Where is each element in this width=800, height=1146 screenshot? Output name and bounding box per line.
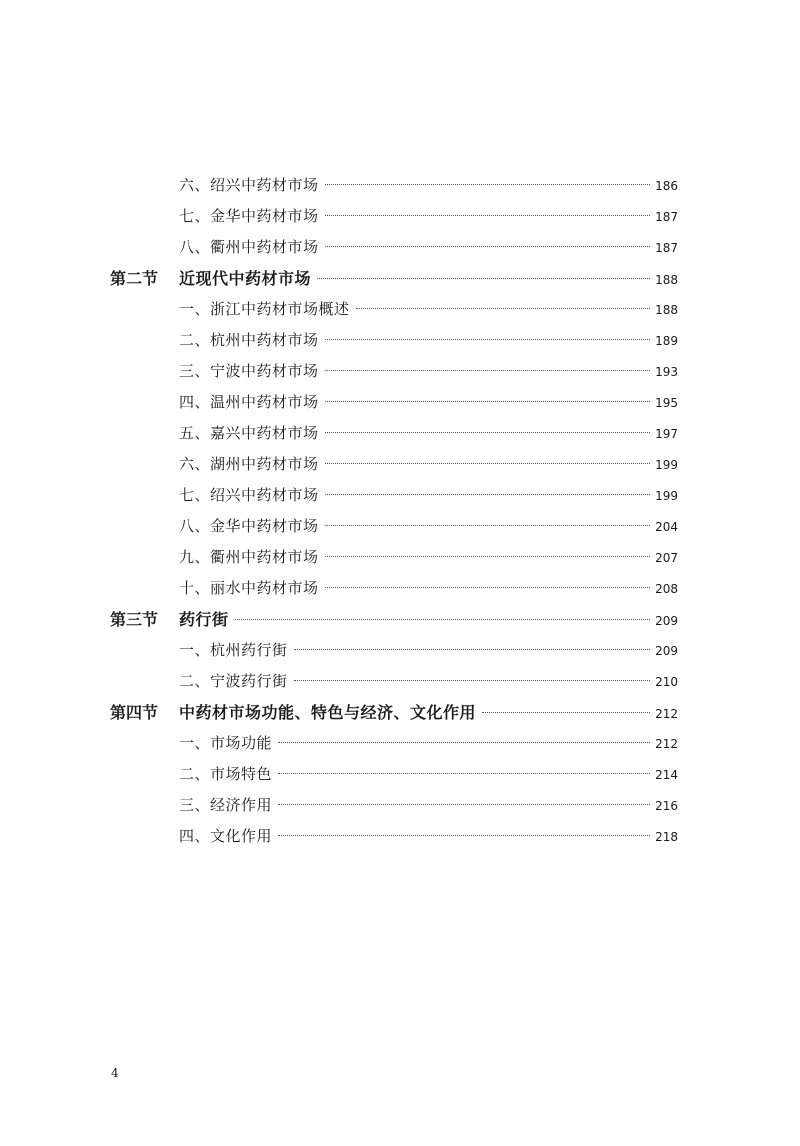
- entry-page-number: 199: [655, 458, 678, 472]
- entry-title: 二、市场特色: [179, 765, 273, 783]
- entry-title: 一、杭州药行街: [179, 641, 288, 659]
- entry-title: 八、金华中药材市场: [179, 517, 319, 535]
- dot-leader: [325, 215, 650, 216]
- dot-leader: [235, 619, 650, 620]
- entry-page-number: 187: [655, 210, 678, 224]
- toc-section-entry[interactable]: [110, 263, 678, 294]
- entry-page-number: 204: [655, 520, 678, 534]
- toc-entry[interactable]: [110, 573, 678, 604]
- entry-title: 一、市场功能: [179, 734, 273, 752]
- dot-leader: [325, 246, 650, 247]
- entry-title: 药行街: [179, 610, 229, 629]
- dot-leader: [356, 308, 650, 309]
- entry-title: 二、杭州中药材市场: [179, 331, 319, 349]
- dot-leader: [317, 278, 650, 279]
- section-number: 第三节: [110, 610, 159, 629]
- entry-page-number: 214: [655, 768, 678, 782]
- dot-leader: [294, 649, 650, 650]
- dot-leader: [325, 432, 650, 433]
- entry-page-number: 212: [655, 737, 678, 751]
- toc-entry[interactable]: [110, 728, 678, 759]
- entry-page-number: 216: [655, 799, 678, 813]
- dot-leader: [325, 370, 650, 371]
- toc-entry[interactable]: [110, 542, 678, 573]
- toc-entry[interactable]: [110, 480, 678, 511]
- entry-title: 二、宁波药行街: [179, 672, 288, 690]
- dot-leader: [278, 804, 650, 805]
- entry-page-number: 197: [655, 427, 678, 441]
- entry-title: 九、衢州中药材市场: [179, 548, 319, 566]
- toc-entry[interactable]: [110, 418, 678, 449]
- entry-page-number: 193: [655, 365, 678, 379]
- entry-title: 三、经济作用: [179, 796, 273, 814]
- entry-title: 三、宁波中药材市场: [179, 362, 319, 380]
- entry-title: 十、丽水中药材市场: [179, 579, 319, 597]
- entry-title: 八、衢州中药材市场: [179, 238, 319, 256]
- entry-page-number: 186: [655, 179, 678, 193]
- toc-entry[interactable]: [110, 821, 678, 852]
- dot-leader: [325, 463, 650, 464]
- toc-entry[interactable]: [110, 449, 678, 480]
- entry-page-number: 208: [655, 582, 678, 596]
- entry-title: 一、浙江中药材市场概述: [179, 300, 350, 318]
- entry-title: 中药材市场功能、特色与经济、文化作用: [179, 703, 477, 722]
- entry-page-number: 199: [655, 489, 678, 503]
- entry-page-number: 187: [655, 241, 678, 255]
- dot-leader: [294, 680, 650, 681]
- entry-page-number: 210: [655, 675, 678, 689]
- entry-page-number: 212: [655, 707, 678, 721]
- entry-title: 四、温州中药材市场: [179, 393, 319, 411]
- entry-title: 近现代中药材市场: [179, 269, 312, 288]
- dot-leader: [325, 401, 650, 402]
- toc-entry[interactable]: [110, 294, 678, 325]
- toc-entry[interactable]: [110, 325, 678, 356]
- toc-entry[interactable]: [110, 356, 678, 387]
- dot-leader: [278, 773, 650, 774]
- entry-title: 五、嘉兴中药材市场: [179, 424, 319, 442]
- dot-leader: [482, 712, 650, 713]
- dot-leader: [325, 184, 650, 185]
- entry-title: 六、湖州中药材市场: [179, 455, 319, 473]
- toc-entry[interactable]: [110, 511, 678, 542]
- entry-page-number: 188: [655, 303, 678, 317]
- section-number: 第四节: [110, 703, 159, 722]
- entry-page-number: 218: [655, 830, 678, 844]
- dot-leader: [325, 556, 650, 557]
- toc-entry[interactable]: [110, 635, 678, 666]
- toc-entry[interactable]: [110, 666, 678, 697]
- entry-page-number: 207: [655, 551, 678, 565]
- section-number: 第二节: [110, 269, 159, 288]
- toc-entry[interactable]: [110, 759, 678, 790]
- entry-title: 七、金华中药材市场: [179, 207, 319, 225]
- toc-entry[interactable]: [110, 232, 678, 263]
- dot-leader: [278, 742, 650, 743]
- table-of-contents: [110, 170, 678, 852]
- entry-page-number: 209: [655, 614, 678, 628]
- entry-title: 六、绍兴中药材市场: [179, 176, 319, 194]
- toc-entry[interactable]: [110, 387, 678, 418]
- toc-entry[interactable]: [110, 790, 678, 821]
- toc-entry[interactable]: [110, 201, 678, 232]
- toc-entry[interactable]: [110, 170, 678, 201]
- entry-title: 四、文化作用: [179, 827, 273, 845]
- dot-leader: [325, 494, 650, 495]
- dot-leader: [325, 587, 650, 588]
- entry-page-number: 195: [655, 396, 678, 410]
- dot-leader: [278, 835, 650, 836]
- toc-section-entry[interactable]: [110, 604, 678, 635]
- dot-leader: [325, 525, 650, 526]
- dot-leader: [325, 339, 650, 340]
- entry-title: 七、绍兴中药材市场: [179, 486, 319, 504]
- toc-section-entry[interactable]: [110, 697, 678, 728]
- entry-page-number: 188: [655, 273, 678, 287]
- entry-page-number: 189: [655, 334, 678, 348]
- entry-page-number: 209: [655, 644, 678, 658]
- page-number: 4: [111, 1066, 119, 1080]
